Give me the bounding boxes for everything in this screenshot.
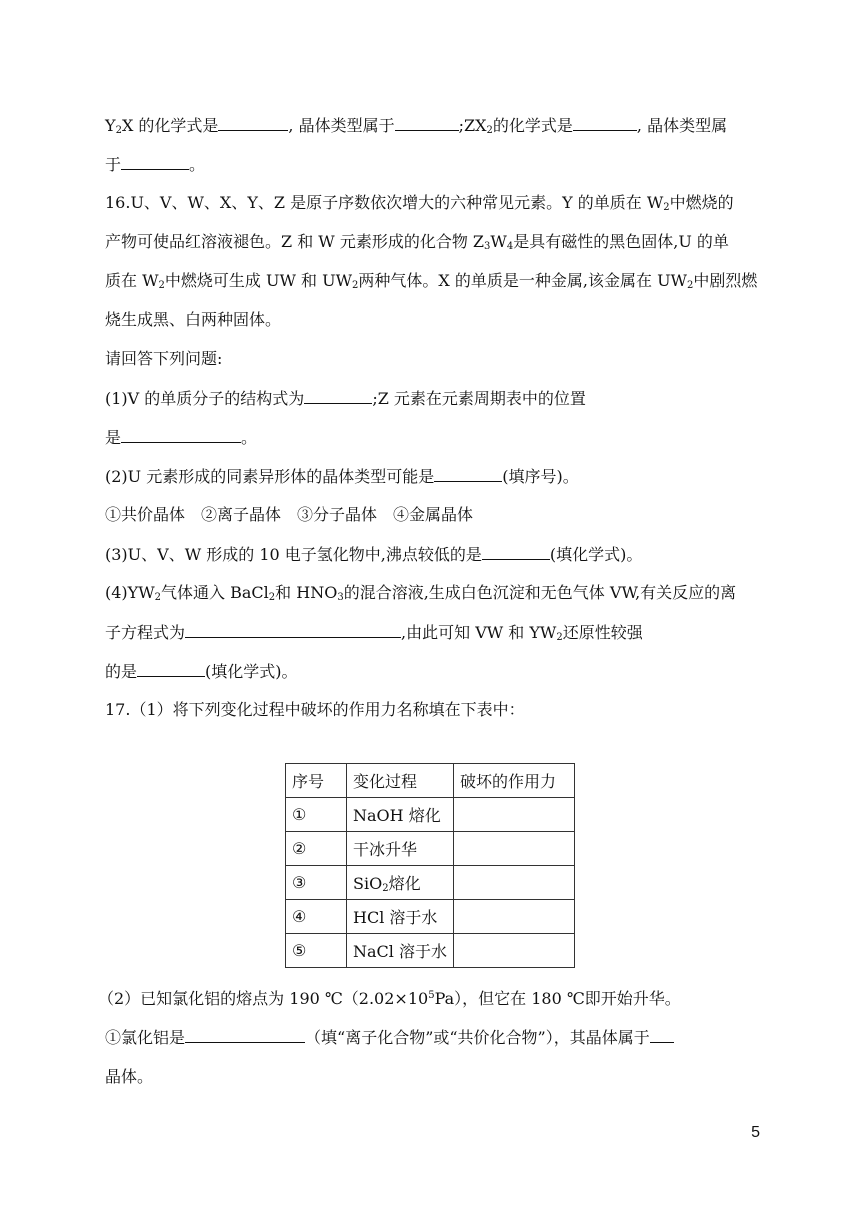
text: X 的化学式是 — [121, 116, 219, 135]
answer-blank[interactable] — [395, 114, 459, 131]
q16-part1-line-2 — [105, 426, 764, 449]
q16-part4-line-2 — [105, 621, 764, 649]
q15-line-1 — [105, 114, 764, 142]
subscript: 3 — [484, 241, 491, 252]
row-number: ③ — [286, 866, 347, 900]
text: 。 — [189, 155, 206, 174]
answer-cell[interactable] — [454, 866, 575, 900]
page-number: 5 — [751, 1124, 760, 1141]
text: 16.U、V、W、X、Y、Z 是原子序数依次增大的六种常见元素。Y 的单质在 W — [105, 193, 664, 212]
text: , 晶体类型属 — [636, 116, 728, 135]
subscript: 2 — [352, 280, 359, 291]
answer-blank[interactable] — [137, 660, 205, 677]
header-cell: 变化过程 — [347, 764, 454, 798]
text: 和 HNO — [275, 583, 338, 602]
answer-blank[interactable] — [185, 621, 401, 638]
text: ①氯化铝是 — [105, 1028, 186, 1047]
q16-line-3 — [105, 270, 764, 297]
text: ①共价晶体 ②离子晶体 ③分子晶体 ④金属晶体 — [105, 505, 474, 524]
text: 干冰升华 — [353, 840, 418, 859]
subscript: 2 — [115, 125, 122, 136]
answer-blank[interactable] — [121, 426, 241, 443]
superscript: 5 — [428, 990, 435, 1001]
text: 请回答下列问题: — [105, 349, 223, 368]
row-number: ② — [286, 832, 347, 866]
answer-blank[interactable] — [650, 1026, 674, 1043]
row-number: ⑤ — [286, 934, 347, 968]
text: W — [490, 232, 507, 251]
text: 熔化 — [388, 874, 421, 893]
q16-part4-line-3 — [105, 660, 764, 683]
answer-cell[interactable] — [454, 934, 575, 968]
text: 的混合溶液,生成白色沉淀和无色气体 VW,有关反应的离 — [343, 583, 737, 602]
table-row — [286, 798, 575, 832]
answer-blank[interactable] — [185, 1026, 305, 1043]
text: ;Z 元素在元素周期表中的位置 — [372, 389, 586, 408]
text: ,由此可知 VW 和 YW — [401, 623, 557, 642]
text: 产物可使品红溶液褪色。Z 和 W 元素形成的化合物 Z — [105, 232, 485, 251]
answer-blank[interactable] — [121, 153, 189, 170]
table-row — [286, 900, 575, 934]
q16-line-2 — [105, 231, 764, 258]
table-row — [286, 866, 575, 900]
answer-blank[interactable] — [573, 114, 637, 131]
text: 中燃烧的 — [669, 193, 734, 212]
subscript: 2 — [154, 592, 162, 603]
subscript: 2 — [382, 883, 389, 894]
text: 子方程式为 — [105, 623, 186, 642]
text: （2）已知氯化铝的熔点为 190 ℃（2.02×10 — [98, 989, 429, 1008]
subscript: 3 — [337, 592, 344, 603]
answer-blank[interactable] — [218, 114, 288, 131]
text: 的是 — [105, 662, 138, 681]
text: SiO — [353, 874, 383, 893]
header-cell: 破坏的作用力 — [454, 764, 575, 798]
text: NaOH 熔化 — [353, 806, 441, 825]
text: 烧生成黑、白两种固体。 — [105, 310, 282, 329]
text: 的化学式是 — [492, 116, 573, 135]
q16-line-4 — [105, 309, 764, 331]
process-cell — [347, 866, 454, 900]
text: 17.（1）将下列变化过程中破坏的作用力名称填在下表中： — [105, 700, 525, 719]
text: (4)YW — [105, 583, 155, 602]
text: （填“离子化合物”或“共价化合物”），其晶体属于 — [305, 1028, 650, 1047]
subscript: 2 — [486, 125, 493, 136]
subscript: 2 — [687, 280, 694, 291]
table-header-row — [286, 764, 575, 798]
text: NaCl 溶于水 — [353, 942, 447, 961]
text: 还原性较强 — [562, 623, 643, 642]
subscript: 2 — [268, 592, 276, 603]
process-cell — [347, 900, 454, 934]
q16-part3 — [105, 543, 764, 566]
text: (填化学式)。 — [549, 545, 643, 564]
q16-part2 — [105, 465, 764, 488]
answer-blank[interactable] — [482, 543, 550, 560]
text: 中剧烈燃 — [693, 271, 758, 290]
text: Y — [105, 116, 116, 135]
answer-cell[interactable] — [454, 900, 575, 934]
answer-blank[interactable] — [434, 465, 502, 482]
q17-table — [285, 763, 575, 968]
text: 是 — [105, 428, 122, 447]
process-cell — [347, 934, 454, 968]
text: (填化学式)。 — [205, 662, 298, 681]
q17-part2-line-3 — [105, 1066, 764, 1088]
text: , 晶体类型属于 — [288, 116, 395, 135]
q16-part1-line-1 — [105, 387, 764, 410]
subscript: 2 — [158, 280, 165, 291]
q17-part2-line-2 — [105, 1026, 764, 1049]
answer-cell[interactable] — [454, 798, 575, 832]
header-cell: 序号 — [286, 764, 347, 798]
q15-line-2 — [105, 153, 764, 176]
text: (1)V 的单质分子的结构式为 — [105, 389, 305, 408]
text: ;ZX — [458, 116, 487, 135]
q16-line-5 — [105, 348, 764, 370]
q16-part4-line-1 — [105, 582, 764, 609]
subscript: 4 — [506, 241, 514, 252]
text: HCl 溶于水 — [353, 908, 438, 927]
q16-line-1 — [105, 192, 764, 219]
subscript: 2 — [556, 632, 563, 643]
text: (3)U、V、W 形成的 10 电子氢化物中,沸点较低的是 — [105, 545, 482, 564]
text: (2)U 元素形成的同素异形体的晶体类型可能是 — [105, 467, 435, 486]
process-cell — [347, 798, 454, 832]
subscript: 2 — [663, 202, 670, 213]
answer-cell[interactable] — [454, 832, 575, 866]
text: 是具有磁性的黑色固体,U 的单 — [513, 232, 729, 251]
row-number: ④ — [286, 900, 347, 934]
q17-intro — [105, 699, 764, 721]
text: 。 — [241, 428, 258, 447]
answer-blank[interactable] — [304, 387, 372, 404]
row-number: ① — [286, 798, 347, 832]
text: 晶体。 — [105, 1067, 154, 1086]
text: 两种气体。X 的单质是一种金属,该金属在 UW — [358, 271, 688, 290]
text: 质在 W — [105, 271, 159, 290]
process-cell — [347, 832, 454, 866]
q16-part2-options — [105, 504, 764, 526]
text: 中燃烧可生成 UW 和 UW — [164, 271, 353, 290]
table-row — [286, 934, 575, 968]
table-row — [286, 832, 575, 866]
text: 于 — [105, 155, 122, 174]
q17-part2-line-1 — [98, 985, 764, 1010]
text: (填序号)。 — [502, 467, 579, 486]
text: 气体通入 BaCl — [161, 583, 269, 602]
text: Pa），但它在 180 ℃即开始升华。 — [434, 989, 681, 1008]
